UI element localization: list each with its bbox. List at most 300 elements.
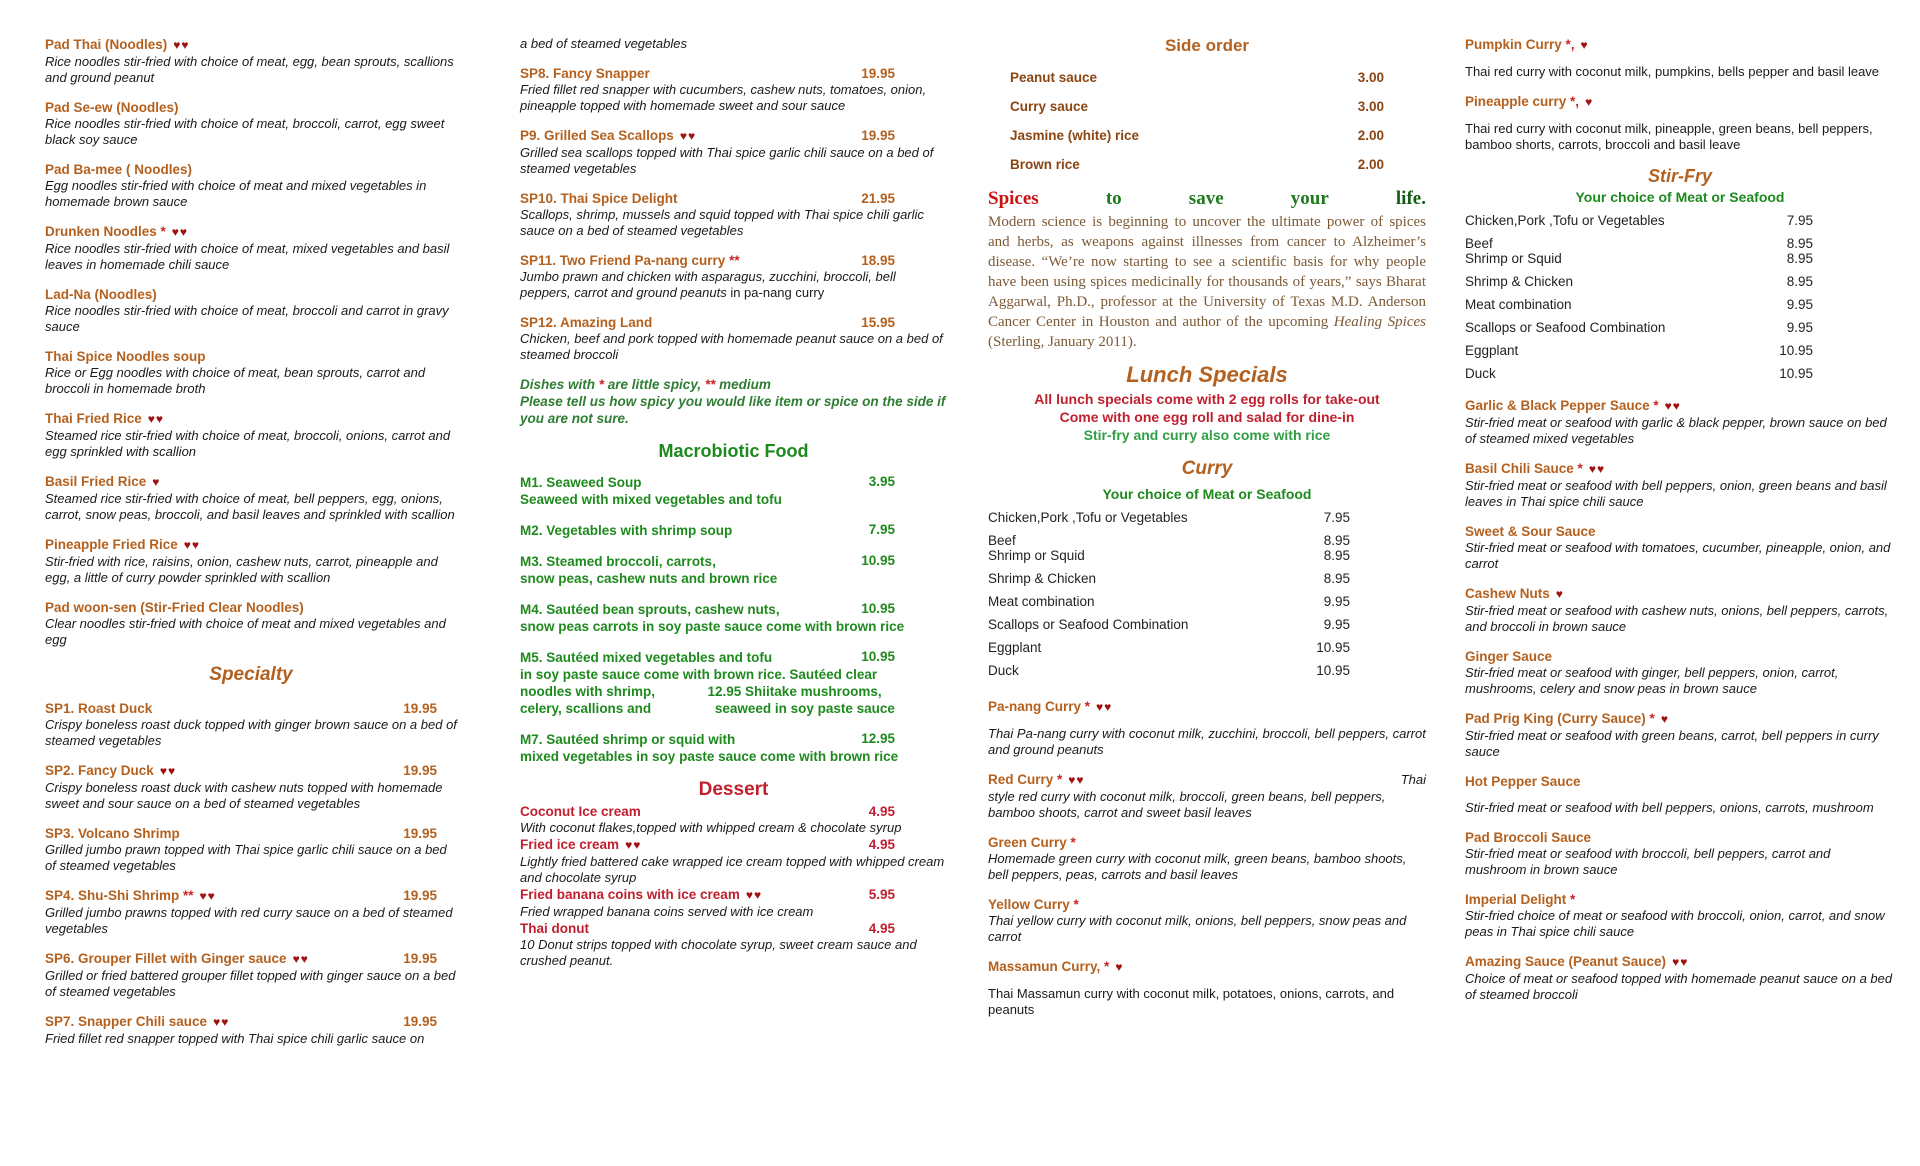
menu-item-description: Stir-fried meat or seafood with cashew nuts, onions, bell peppers, carrots, and broccoli in brown sauce	[1465, 603, 1889, 634]
macro-item-m1-seaweed-soup	[520, 474, 947, 508]
menu-item-cashew-nuts	[1465, 585, 1895, 635]
price-row-meat-combination	[988, 594, 1350, 609]
menu-item-pa-nang-curry	[988, 698, 1426, 758]
healthy-hearts-icon: ♥♥	[199, 889, 216, 903]
menu-column-curry-stirfry	[1465, 36, 1895, 1016]
menu-item-description-tail: in pa-nang curry	[726, 285, 825, 300]
menu-item-fried-ice-cream	[520, 836, 947, 886]
menu-item-name: Amazing Sauce (Peanut Sauce) ♥♥	[1465, 954, 1689, 969]
menu-item-price: 19.95	[403, 1014, 437, 1029]
healthy-hearts-icon: ♥♥	[745, 888, 763, 902]
price-row-scallops-or-seafood-combination	[988, 617, 1350, 632]
price-row-label: Duck	[988, 663, 1019, 678]
menu-item-header	[520, 65, 947, 82]
menu-item-description: Steamed rice stir-fried with choice of meat, bell peppers, egg, onions, carrot, snow peas, broccoli, and basil leaves and sprinkled with scallion	[45, 491, 455, 522]
menu-item-pad-woon-sen-stir-fried-clear-noodles	[45, 599, 457, 648]
spicy-stars: *	[1649, 398, 1659, 413]
spicy-stars: *	[1053, 772, 1063, 787]
spicy-stars: *	[1100, 959, 1110, 974]
macro-item-header	[520, 474, 947, 491]
healthy-hearts-icon: ♥♥	[1588, 462, 1606, 476]
menu-item-description: Scallops, shrimp, mussels and squid topped with Thai spice chili garlic sauce on a bed of steamed vegetables	[520, 207, 924, 238]
menu-item-header	[520, 836, 947, 854]
menu-item-header	[520, 314, 947, 331]
menu-item-thai-spice-noodles-soup	[45, 348, 457, 397]
menu-item-description: Jumbo prawn and chicken with asparagus, zucchini, broccoli, bell peppers, carrot and ground peanuts in pa-nang curry	[520, 269, 896, 300]
menu-item-sp12-amazing-land	[520, 314, 947, 363]
healthy-hearts-icon: ♥♥	[625, 838, 642, 852]
spiciness-note-line2: Please tell us how spicy you would like item or spice on the side if you are not sure.	[520, 394, 946, 426]
healthy-hearts-icon: ♥♥	[1664, 399, 1681, 413]
healthy-hearts-icon: ♥	[152, 475, 161, 489]
price-row-label: Meat combination	[1465, 297, 1572, 312]
menu-item-header	[1465, 829, 1895, 846]
spices-title-word: life.	[1395, 188, 1426, 209]
section-heading-stir-fry: Stir-Fry	[1647, 166, 1712, 186]
menu-item-name: Yellow Curry *	[988, 897, 1079, 912]
price-row-value: 7.95	[1786, 213, 1813, 228]
menu-item-header	[988, 834, 1426, 851]
menu-item-header	[520, 190, 947, 207]
menu-item-name: Pad Ba-mee ( Noodles)	[45, 162, 193, 177]
menu-item-name: Red Curry * ♥♥	[988, 772, 1085, 787]
macro-item-price: 3.95	[868, 474, 895, 489]
lunch-specials-subtitle: Stir-fry and curry also come with rice	[1083, 427, 1331, 443]
menu-item-header	[1465, 710, 1895, 728]
macro-item-m2-vegetables-with-shrimp-soup	[520, 522, 947, 539]
price-row-label: Scallops or Seafood Combination	[988, 617, 1189, 632]
price-row-label: Eggplant	[1465, 343, 1519, 358]
spices-article-title	[988, 188, 1426, 210]
menu-item-price: 19.95	[403, 763, 437, 778]
macro-item-extra-line: snow peas carrots in soy paste sauce come with brown rice	[520, 619, 905, 634]
spices-title-word: save	[1188, 188, 1224, 209]
price-row-label: Curry sauce	[1010, 99, 1089, 114]
spicy-stars: *	[1645, 711, 1655, 726]
macro-item-extra-line: noodles with shrimp, 12.95 Shiitake mushrooms,	[520, 684, 882, 699]
menu-item-description: Thai Massamun curry with coconut milk, potatoes, onions, carrots, and peanuts	[988, 986, 1395, 1017]
macro-item-m4-saut-ed-bean-sprouts-cashew-nuts	[520, 601, 947, 635]
spicy-stars: *,	[1561, 37, 1575, 52]
menu-item-thai-fried-rice	[45, 410, 457, 460]
menu-item-header	[1465, 953, 1895, 971]
menu-item-pineapple-fried-rice	[45, 536, 457, 586]
price-row-value: 9.95	[1786, 297, 1813, 312]
menu-item-description: Fried fillet red snapper topped with Thai spice chili garlic sauce on	[45, 1031, 425, 1046]
healthy-hearts-icon: ♥	[1580, 38, 1589, 52]
macro-item-m3-steamed-broccoli-carrots	[520, 553, 947, 587]
price-row-label: Brown rice	[1010, 157, 1080, 172]
price-row-label: Shrimp or Squid	[1465, 251, 1562, 266]
menu-item-price: 19.95	[403, 826, 437, 841]
book-title: Healing Spices	[1333, 314, 1426, 330]
menu-item-price: 21.95	[861, 191, 895, 206]
spiciness-note-line1	[520, 376, 947, 393]
menu-item-fried-banana-coins-with-ice-cream	[520, 886, 947, 920]
price-row-value: 10.95	[1316, 640, 1350, 655]
macro-item-m7-saut-ed-shrimp-or-squid-with	[520, 731, 947, 765]
price-row-label: Meat combination	[988, 594, 1095, 609]
macro-item-name: M7. Sautéed shrimp or squid with	[520, 732, 736, 747]
spicy-stars: *	[1573, 461, 1583, 476]
menu-item-sp11-two-friend-pa-nang-curry	[520, 252, 947, 301]
healthy-hearts-icon: ♥	[1585, 95, 1594, 109]
price-row-value: 8.95	[1323, 548, 1350, 563]
menu-item-pad-se-ew-noodles	[45, 99, 457, 148]
menu-item-thai-donut	[520, 920, 947, 969]
price-row-chicken-pork-tofu-or-vegetables	[1465, 213, 1813, 228]
healthy-hearts-icon: ♥♥	[292, 952, 309, 966]
menu-item-description: Rice noodles stir-fried with choice of meat, mixed vegetables and basil leaves in homemade chili sauce	[45, 241, 450, 272]
macro-item-name: M3. Steamed broccoli, carrots,	[520, 554, 716, 569]
spicy-stars: **	[704, 377, 716, 392]
price-list	[988, 510, 1426, 678]
price-row-value: 7.95	[1323, 510, 1350, 525]
menu-item-pad-ba-mee-noodles	[45, 161, 457, 210]
price-row-scallops-or-seafood-combination	[1465, 320, 1813, 335]
menu-item-name: SP1. Roast Duck	[45, 701, 153, 716]
macro-item-price: 7.95	[868, 522, 895, 537]
menu-item-coconut-ice-cream	[520, 803, 947, 836]
price-row-value: 9.95	[1323, 617, 1350, 632]
menu-item-pad-prig-king-curry-sauce	[1465, 710, 1895, 760]
menu-item-header	[1465, 523, 1895, 540]
price-row-value: 9.95	[1786, 320, 1813, 335]
price-row-value: 8.95	[1323, 533, 1350, 548]
price-row-label: Shrimp or Squid	[988, 548, 1085, 563]
menu-item-description: Choice of meat or seafood topped with homemade peanut sauce on a bed of steamed broccoli	[1465, 971, 1893, 1002]
menu-item-header	[45, 762, 457, 780]
menu-item-description: Stir-fried meat or seafood with broccoli, bell peppers, carrot and mushroom in brown sauce	[1465, 846, 1831, 877]
macro-item-header	[520, 553, 947, 570]
menu-item-description: Thai red curry with coconut milk, pumpkins, bells pepper and basil leave	[1465, 64, 1880, 79]
menu-item-header	[45, 825, 457, 842]
menu-item-description: Stir-fried with rice, raisins, onion, cashew nuts, carrot, pineapple and egg, a little of curry powder sprinkled with scallion	[45, 554, 438, 585]
menu-item-description: Lightly fried battered cake wrapped ice cream topped with whipped cream and chocolate syrup	[520, 854, 945, 885]
menu-item-name: Pineapple Fried Rice ♥♥	[45, 537, 201, 552]
price-row-shrimp-or-squid	[1465, 251, 1813, 266]
menu-column-specialty-macro-dessert	[520, 36, 947, 969]
menu-item-price: 4.95	[868, 921, 895, 936]
menu-item-name: Coconut Ice cream	[520, 804, 641, 819]
menu-item-description: Thai yellow curry with coconut milk, onions, bell peppers, snow peas and carrot	[988, 913, 1407, 944]
healthy-hearts-icon: ♥♥	[1096, 700, 1113, 714]
menu-item-header	[520, 127, 947, 145]
menu-item-header	[1465, 397, 1895, 415]
menu-item-description: style red curry with coconut milk, broccoli, green beans, bell peppers, bamboo shoots, carrot and sweet basil leaves	[988, 789, 1386, 820]
price-row-chicken-pork-tofu-or-vegetables	[988, 510, 1350, 525]
spicy-stars: *	[1566, 892, 1576, 907]
menu-item-name: SP11. Two Friend Pa-nang curry **	[520, 253, 740, 268]
lunch-specials-subtitle: Come with one egg roll and salad for dine-in	[1059, 409, 1355, 425]
menu-item-header	[45, 161, 457, 178]
macro-item-name: M2. Vegetables with shrimp soup	[520, 523, 733, 538]
menu-item-header	[45, 950, 457, 968]
price-row-value: 10.95	[1779, 366, 1813, 381]
menu-item-name: Thai donut	[520, 921, 589, 936]
menu-item-header	[45, 599, 457, 616]
lunch-specials-subtitle: All lunch specials come with 2 egg rolls for take-out	[1034, 391, 1380, 407]
menu-item-name: Hot Pepper Sauce	[1465, 774, 1581, 789]
continuation-line: a bed of steamed vegetables	[520, 36, 687, 51]
price-row-label: Chicken,Pork ,Tofu or Vegetables	[988, 510, 1188, 525]
menu-item-red-curry	[988, 771, 1426, 821]
price-row-eggplant	[1465, 343, 1813, 358]
menu-item-header	[45, 536, 457, 554]
menu-item-description: Grilled or fried battered grouper fillet topped with ginger sauce on a bed of steamed vegetables	[45, 968, 456, 999]
menu-item-description: Stir-fried meat or seafood with bell peppers, onion, green beans and basil leaves in Thai spice chili sauce	[1465, 478, 1887, 509]
price-row-value: 8.95	[1786, 274, 1813, 289]
menu-item-price: 4.95	[868, 837, 895, 852]
menu-item-sweet-sour-sauce	[1465, 523, 1895, 572]
menu-item-price: 18.95	[861, 253, 895, 268]
price-row-label: Scallops or Seafood Combination	[1465, 320, 1666, 335]
menu-item-header	[1465, 648, 1895, 665]
price-row-value: 8.95	[1323, 571, 1350, 586]
price-row-eggplant	[988, 640, 1350, 655]
price-row-shrimp-chicken	[988, 571, 1350, 586]
menu-item-price: 19.95	[403, 951, 437, 966]
macro-item-price: 12.95	[861, 731, 895, 746]
menu-item-price: 19.95	[403, 701, 437, 716]
price-row-label: Shrimp & Chicken	[988, 571, 1097, 586]
healthy-hearts-icon: ♥	[1555, 587, 1564, 601]
menu-item-description: Egg noodles stir-fried with choice of meat and mixed vegetables in homemade brown sauce	[45, 178, 427, 209]
price-row-label: Shrimp & Chicken	[1465, 274, 1574, 289]
menu-item-description: Crispy boneless roast duck with cashew nuts topped with homemade sweet and sour sauce on a bed of steamed vegetables	[45, 780, 443, 811]
macro-item-extra-line: in soy paste sauce come with brown rice. Sautéed clear	[520, 667, 878, 682]
menu-item-description: Thai Pa-nang curry with coconut milk, zucchini, broccoli, bell peppers, carrot and ground peanuts	[988, 726, 1426, 757]
menu-item-header	[45, 410, 457, 428]
note-text: medium	[715, 377, 771, 392]
macro-item-name: M4. Sautéed bean sprouts, cashew nuts,	[520, 602, 780, 617]
spicy-stars: *,	[1566, 94, 1580, 109]
price-row-meat-combination	[1465, 297, 1813, 312]
menu-item-sp6-grouper-fillet-with-ginger-sauce	[45, 950, 457, 1000]
spices-article	[988, 188, 1426, 352]
menu-item-description: Steamed rice stir-fried with choice of meat, broccoli, onions, carrot and egg sprinkled with scallion	[45, 428, 451, 459]
macro-item-header	[520, 522, 947, 539]
menu-item-pad-broccoli-sauce	[1465, 829, 1895, 878]
menu-item-header	[1465, 36, 1895, 54]
menu-item-header	[1465, 585, 1895, 603]
section-heading-your-choice-of-meat-or-seafood: Your choice of Meat or Seafood	[1102, 486, 1312, 502]
price-list	[988, 70, 1426, 172]
menu-item-header	[45, 348, 457, 365]
section-heading-your-choice-of-meat-or-seafood: Your choice of Meat or Seafood	[1575, 189, 1785, 205]
menu-item-description: Stir-fried meat or seafood with garlic & black pepper, brown sauce on bed of steamed mixed vegetables	[1465, 415, 1887, 446]
menu-item-description: Grilled sea scallops topped with Thai spice garlic chili sauce on a bed of steamed vegetables	[520, 145, 934, 176]
price-list	[1465, 213, 1895, 381]
spicy-stars: **	[179, 888, 194, 903]
price-row-value: 10.95	[1779, 343, 1813, 358]
menu-item-name: Ginger Sauce	[1465, 649, 1553, 664]
menu-item-header	[988, 698, 1426, 716]
menu-item-ginger-sauce	[1465, 648, 1895, 697]
price-row-beef	[988, 533, 1350, 548]
menu-item-name: Pumpkin Curry *, ♥	[1465, 37, 1589, 52]
macro-item-extra-line: Seaweed with mixed vegetables and tofu	[520, 492, 782, 507]
menu-item-header	[45, 473, 457, 491]
spices-title-word: to	[1105, 188, 1122, 209]
menu-item-price: 15.95	[861, 315, 895, 330]
menu-item-header	[1465, 891, 1895, 908]
healthy-hearts-icon: ♥	[1660, 712, 1669, 726]
price-row-label: Chicken,Pork ,Tofu or Vegetables	[1465, 213, 1665, 228]
price-row-shrimp-chicken	[1465, 274, 1813, 289]
price-row-label: Beef	[988, 533, 1016, 548]
price-row-brown-rice	[1010, 157, 1384, 172]
price-row-value: 9.95	[1323, 594, 1350, 609]
spicy-stars: *	[598, 377, 605, 392]
menu-item-name: SP10. Thai Spice Delight	[520, 191, 678, 206]
menu-item-description: Stir-fried meat or seafood with bell peppers, onions, carrots, mushroom	[1465, 800, 1874, 815]
macro-item-extra-line: celery, scallions and seaweed in soy paste sauce	[520, 701, 895, 716]
macro-item-header	[520, 731, 947, 748]
price-row-value: 8.95	[1786, 236, 1813, 251]
menu-item-header	[45, 887, 457, 905]
menu-item-sp7-snapper-chili-sauce	[45, 1013, 457, 1047]
menu-item-description: Grilled jumbo prawn topped with Thai spice garlic chili sauce on a bed of steamed vegetables	[45, 842, 447, 873]
description-lead-word: Thai	[1400, 772, 1426, 787]
menu-item-name: Pad Thai (Noodles) ♥♥	[45, 37, 190, 52]
menu-item-price: 19.95	[861, 66, 895, 81]
price-row-value: 2.00	[1357, 128, 1384, 143]
section-heading-curry: Curry	[1181, 458, 1233, 479]
note-text: Dishes with	[520, 377, 599, 392]
healthy-hearts-icon: ♥♥	[183, 538, 201, 552]
price-row-value: 8.95	[1786, 251, 1813, 266]
menu-item-name: Thai Spice Noodles soup	[45, 349, 206, 364]
menu-item-sp3-volcano-shrimp	[45, 825, 457, 874]
macro-item-price: 10.95	[861, 553, 895, 568]
menu-item-green-curry	[988, 834, 1426, 883]
menu-item-header	[45, 36, 457, 54]
menu-item-header	[988, 896, 1426, 913]
menu-item-name: Imperial Delight *	[1465, 892, 1576, 907]
menu-item-massamun-curry	[988, 958, 1426, 1018]
menu-item-name: SP6. Grouper Fillet with Ginger sauce ♥♥	[45, 951, 309, 966]
menu-item-sp2-fancy-duck	[45, 762, 457, 812]
menu-item-sp8-fancy-snapper	[520, 65, 947, 114]
price-row-peanut-sauce	[1010, 70, 1384, 85]
menu-item-name: SP2. Fancy Duck ♥♥	[45, 763, 177, 778]
menu-item-price: 4.95	[868, 804, 895, 819]
menu-item-header	[1465, 93, 1895, 111]
macro-item-extra-line: mixed vegetables in soy paste sauce come with brown rice	[520, 749, 899, 764]
price-row-jasmine-white-rice	[1010, 128, 1384, 143]
menu-column-noodles-specialty	[45, 36, 457, 1060]
menu-item-description: Clear noodles stir-fried with choice of meat and mixed vegetables and egg	[45, 616, 446, 647]
menu-item-name: SP8. Fancy Snapper	[520, 66, 650, 81]
menu-item-amazing-sauce-peanut-sauce	[1465, 953, 1895, 1003]
macro-item-header	[520, 649, 947, 666]
menu-item-header	[988, 771, 1426, 789]
menu-item-name: SP12. Amazing Land	[520, 315, 653, 330]
menu-item-name: SP3. Volcano Shrimp	[45, 826, 180, 841]
healthy-hearts-icon: ♥♥	[1672, 955, 1689, 969]
menu-item-header	[45, 700, 457, 717]
menu-item-p9-grilled-sea-scallops	[520, 127, 947, 177]
menu-item-price: 19.95	[403, 888, 437, 903]
menu-item-basil-fried-rice	[45, 473, 457, 523]
menu-item-name: Fried ice cream ♥♥	[520, 837, 642, 852]
healthy-hearts-icon: ♥♥	[147, 412, 165, 426]
menu-item-header	[45, 286, 457, 303]
section-heading-lunch-specials: Lunch Specials	[1126, 362, 1288, 387]
menu-item-name: Basil Chili Sauce * ♥♥	[1465, 461, 1606, 476]
menu-item-price: 5.95	[868, 887, 895, 902]
healthy-hearts-icon: ♥♥	[171, 225, 189, 239]
menu-item-header	[988, 958, 1426, 976]
macro-item-header	[520, 601, 947, 618]
menu-item-drunken-noodles	[45, 223, 457, 273]
menu-item-name: Pad Prig King (Curry Sauce) * ♥	[1465, 711, 1669, 726]
menu-item-name: Lad-Na (Noodles)	[45, 287, 157, 302]
price-row-value: 3.00	[1357, 99, 1384, 114]
menu-item-header	[1465, 773, 1895, 790]
menu-item-basil-chili-sauce	[1465, 460, 1895, 510]
section-heading-specialty: Specialty	[209, 664, 293, 685]
healthy-hearts-icon: ♥♥	[173, 38, 190, 52]
healthy-hearts-icon: ♥♥	[213, 1015, 230, 1029]
menu-item-header	[520, 886, 947, 904]
menu-item-header	[45, 99, 457, 116]
spicy-stars: *	[1081, 699, 1091, 714]
menu-item-name: Pad Broccoli Sauce	[1465, 830, 1592, 845]
price-row-label: Eggplant	[988, 640, 1042, 655]
price-row-value: 10.95	[1316, 663, 1350, 678]
macro-item-extra-line: snow peas, cashew nuts and brown rice	[520, 571, 778, 586]
menu-item-description: With coconut flakes,topped with whipped cream & chocolate syrup	[520, 820, 902, 835]
section-heading-side-order: Side order	[1164, 36, 1250, 55]
menu-item-pineapple-curry	[1465, 93, 1895, 153]
menu-item-hot-pepper-sauce	[1465, 773, 1895, 816]
price-row-duck	[1465, 366, 1813, 381]
spicy-stars: **	[725, 253, 740, 268]
menu-item-name: Cashew Nuts ♥	[1465, 586, 1564, 601]
menu-item-description: Fried fillet red snapper with cucumbers, cashew nuts, tomatoes, onion, pineapple topped with homemade sweet and sour sauce	[520, 82, 927, 113]
menu-item-imperial-delight	[1465, 891, 1895, 940]
macro-item-price: 10.95	[861, 601, 895, 616]
menu-item-pad-thai-noodles	[45, 36, 457, 86]
menu-item-name: Pad Se-ew (Noodles)	[45, 100, 179, 115]
menu-item-description: Stir-fried meat or seafood with ginger, bell peppers, onion, carrot, mushrooms, celery and snow peas in brown sauce	[1465, 665, 1839, 696]
healthy-hearts-icon: ♥	[1115, 960, 1124, 974]
menu-item-pumpkin-curry	[1465, 36, 1895, 80]
menu-item-description: Chicken, beef and pork topped with homemade peanut sauce on a bed of steamed broccoli	[520, 331, 943, 362]
price-row-duck	[988, 663, 1350, 678]
healthy-hearts-icon: ♥♥	[1068, 773, 1085, 787]
spices-article-body: Modern science is beginning to uncover the ultimate power of spices and herbs, as weapons against illnesses from cancer to Alzheimer’s disease. “We’re now starting to see a scientific basis for why people have been using spices medicinally for thousands of years,” says Bharat Aggarwal, Ph.D., professor at the University of Texas M.D. Anderson Cancer Center in Houston and author of the upcoming Healing Spices (Sterling, January 2011).	[988, 214, 1426, 350]
menu-item-description: Fried wrapped banana coins served with ice cream	[520, 904, 814, 919]
spicy-stars: *	[1069, 897, 1079, 912]
macro-item-m5-saut-ed-mixed-vegetables-and-tofu	[520, 649, 947, 717]
menu-item-name: Pad woon-sen (Stir-Fried Clear Noodles)	[45, 600, 304, 615]
menu-item-description: Stir-fried meat or seafood with tomatoes, cucumber, pineapple, onion, and carrot	[1465, 540, 1891, 571]
menu-item-description: Stir-fried meat or seafood with green beans, carrot, bell peppers in curry sauce	[1465, 728, 1879, 759]
menu-item-description: Grilled jumbo prawns topped with red curry sauce on a bed of steamed vegetables	[45, 905, 453, 936]
menu-item-name: Basil Fried Rice ♥	[45, 474, 161, 489]
menu-item-description: Homemade green curry with coconut milk, green beans, bamboo shoots, bell peppers, peas, carrots and basil leaves	[988, 851, 1407, 882]
macro-item-name: M1. Seaweed Soup	[520, 475, 642, 490]
menu-item-name: SP7. Snapper Chili sauce ♥♥	[45, 1014, 230, 1029]
price-row-label: Beef	[1465, 236, 1493, 251]
menu-item-header	[1465, 460, 1895, 478]
section-heading-macrobiotic-food: Macrobiotic Food	[658, 441, 809, 461]
price-row-curry-sauce	[1010, 99, 1384, 114]
menu-item-lad-na-noodles	[45, 286, 457, 335]
